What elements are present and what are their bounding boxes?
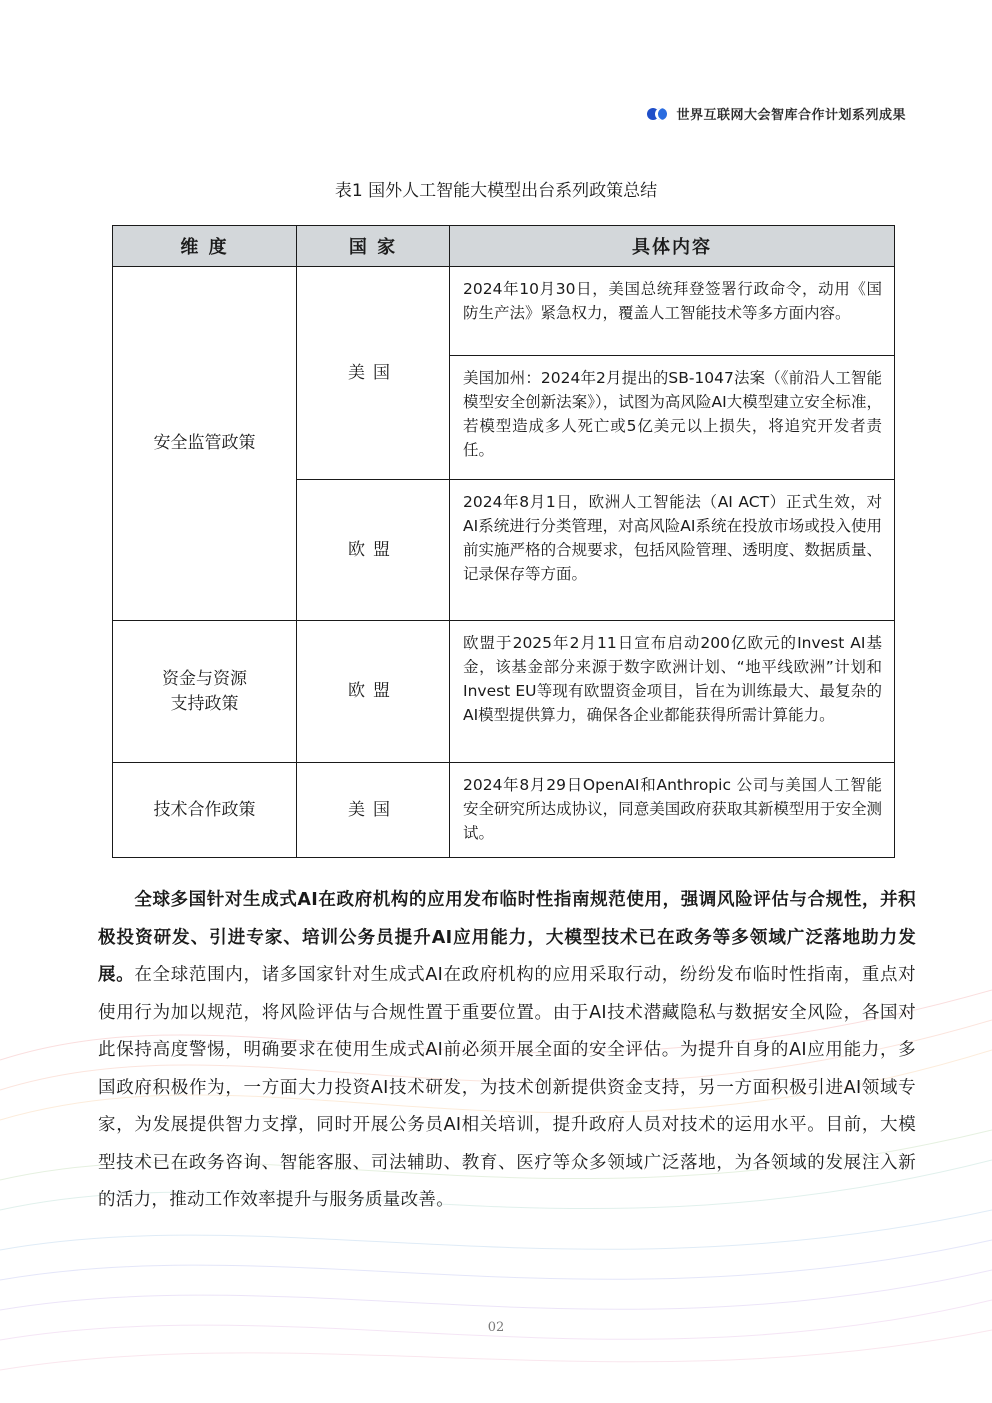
table-row (113, 267, 895, 356)
table-title: 表1 国外人工智能大模型出台系列政策总结 (334, 181, 658, 201)
column-header-country: 国 家 (297, 226, 450, 267)
policy-table (112, 225, 895, 858)
column-header-dimension: 维 度 (113, 226, 297, 267)
dimension-label-line: 资金与资源 (162, 668, 247, 689)
country-cell: 美国 (297, 267, 450, 480)
dimension-cell (113, 621, 297, 763)
conference-logo-icon (647, 108, 667, 120)
dimension-cell: 安全监管政策 (113, 267, 297, 621)
content-cell: 欧盟于2025年2月11日宣布启动200亿欧元的Invest AI基金，该基金部分来源于数字欧洲计划、“地平线欧洲”计划和Invest EU等现有欧盟资金项目，旨在为训练最大、最复杂的AI模型提供算力，确保各企业都能获得所需计算能力。 (450, 621, 895, 763)
paragraph-body-text: 在全球范围内，诸多国家针对生成式AI在政府机构的应用采取行动，纷纷发布临时性指南，重点对使用行为加以规范，将风险评估与合规性置于重要位置。由于AI技术潜藏隐私与数据安全风险，各国对此保持高度警惕，明确要求在使用生成式AI前必须开展全面的安全评估。为提升自身的AI应用能力，多国政府积极作为，一方面大力投资AI技术研发，为技术创新提供资金支持，另一方面积极引进AI领域专家，为发展提供智力支撑，同时开展公务员AI相关培训，提升政府人员对技术的运用水平。目前，大模型技术已在政务咨询、智能客服、司法辅助、教育、医疗等众多领域广泛落地，为各领域的发展注入新的活力，推动工作效率提升与服务质量改善。 (98, 965, 916, 1210)
page-header (647, 104, 906, 123)
country-cell: 美国 (297, 763, 450, 858)
page-number: 02 (487, 1320, 505, 1335)
header-series-text: 世界互联网大会智库合作计划系列成果 (676, 108, 906, 123)
content-cell: 2024年8月1日，欧洲人工智能法（AI ACT）正式生效，对AI系统进行分类管理，对高风险AI系统在投放市场或投入使用前实施严格的合规要求，包括风险管理、透明度、数据质量、记录保存等方面。 (450, 480, 895, 621)
paragraph-lead-sentence: 全球多国针对生成式AI在政府机构的应用发布临时性指南规范使用，强调风险评估与合规性，并积极投资研发、引进专家、培训公务员提升AI应用能力，大模型技术已在政务等多领域广泛落地助力发展。 (98, 890, 916, 985)
column-header-content: 具体内容 (450, 226, 895, 267)
content-cell: 美国加州：2024年2月提出的SB-1047法案（《前沿人工智能模型安全创新法案》），试图为高风险AI大模型建立安全标准，若模型造成多人死亡或5亿美元以上损失，将追究开发者责任。 (450, 356, 895, 480)
table-row (113, 763, 895, 858)
country-cell: 欧盟 (297, 480, 450, 621)
table-header-row (113, 226, 895, 267)
country-cell: 欧盟 (297, 621, 450, 763)
table-row (113, 621, 895, 763)
content-cell: 2024年10月30日，美国总统拜登签署行政命令，动用《国防生产法》紧急权力，覆盖人工智能技术等多方面内容。 (450, 267, 895, 356)
body-paragraph (98, 882, 916, 1220)
dimension-label-line: 支持政策 (170, 693, 239, 714)
dimension-cell: 技术合作政策 (113, 763, 297, 858)
content-cell: 2024年8月29日OpenAI和Anthropic 公司与美国人工智能安全研究所达成协议，同意美国政府获取其新模型用于安全测试。 (450, 763, 895, 858)
